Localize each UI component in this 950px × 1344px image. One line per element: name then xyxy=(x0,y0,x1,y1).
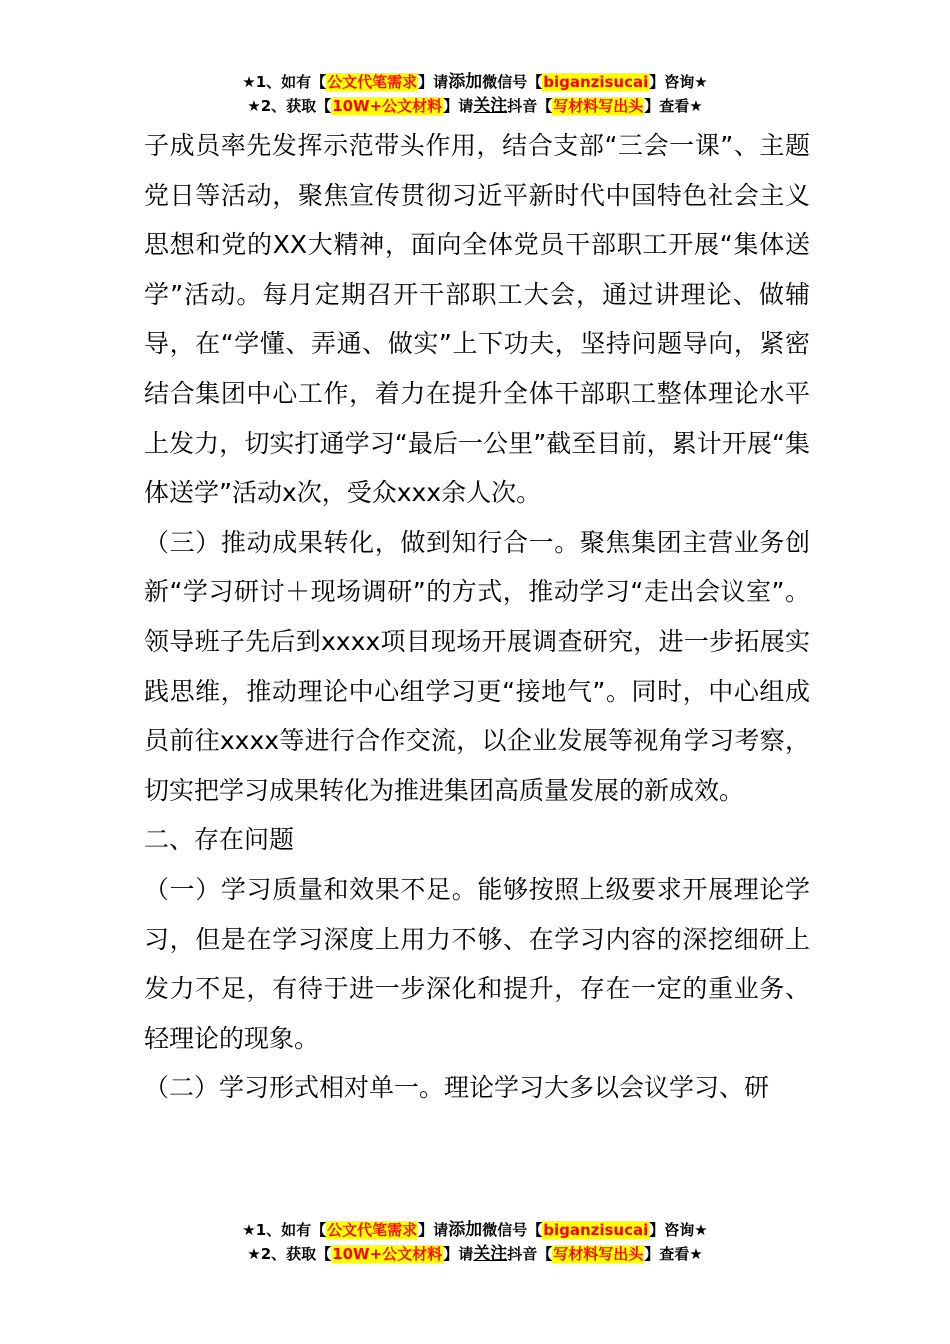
highlight-ghostwriting: 公文代笔需求 xyxy=(327,73,418,91)
highlight-materials: 10W+公文材料 xyxy=(332,97,443,115)
paragraph-1: 子成员率先发挥示范带头作用，结合支部“三会一课”、主题党日等活动，聚焦宣传贯彻习近平新时代中国特色社会主义思想和党的XX大精神，面向全体党员干部职工开展“集体送学”活动。每月定期召开干部职工大会，通过讲理论、做辅导，在“学懂、弄通、做实”上下功夫，坚持问题导向，紧密结合集团中心工作，着力在提升全体干部职工整体理论水平上发力，切实打通学习“最后一公里”截至目前，累计开展“集体送学”活动x次，受众xxx余人次。 xyxy=(144,131,810,508)
footer-banner xyxy=(0,1218,950,1266)
highlight-wechat-id: biganzisucai xyxy=(543,1221,649,1239)
banner-line-2: ★2、获取【10W+公文材料】请关注抖音【写材料写出头】查看★ xyxy=(247,96,703,116)
document-body xyxy=(144,121,810,1113)
banner-line-1: ★1、如有【公文代笔需求】请添加微信号【biganzisucai】咨询★ xyxy=(242,72,708,92)
paragraph-4: （二）学习形式相对单一。理论学习大多以会议学习、研 xyxy=(144,1073,770,1103)
paragraph-3: （一）学习质量和效果不足。能够按照上级要求开展理论学习，但是在学习深度上用力不够、在学习内容的深挖细研上发力不足，有待于进一步深化和提升，存在一定的重业务、轻理论的现象。 xyxy=(144,874,810,1053)
highlight-douyin: 写材料写出头 xyxy=(553,97,644,115)
highlight-wechat-id: biganzisucai xyxy=(543,73,649,91)
section-heading: 二、存在问题 xyxy=(144,825,295,855)
banner-line-1: ★1、如有【公文代笔需求】请添加微信号【biganzisucai】咨询★ xyxy=(242,1220,708,1240)
banner-line-2: ★2、获取【10W+公文材料】请关注抖音【写材料写出头】查看★ xyxy=(247,1244,703,1264)
highlight-douyin: 写材料写出头 xyxy=(553,1245,644,1263)
highlight-materials: 10W+公文材料 xyxy=(332,1245,443,1263)
highlight-ghostwriting: 公文代笔需求 xyxy=(327,1221,418,1239)
paragraph-2: （三）推动成果转化，做到知行合一。聚焦集团主营业务创新“学习研讨＋现场调研”的方式，推动学习“走出会议室”。领导班子先后到xxxx项目现场开展调查研究，进一步拓展实践思维，推动理论中心组学习更“接地气”。同时，中心组成员前往xxxx等进行合作交流，以企业发展等视角学习考察，切实把学习成果转化为推进集团高质量发展的新成效。 xyxy=(144,527,810,805)
header-banner xyxy=(0,70,950,118)
